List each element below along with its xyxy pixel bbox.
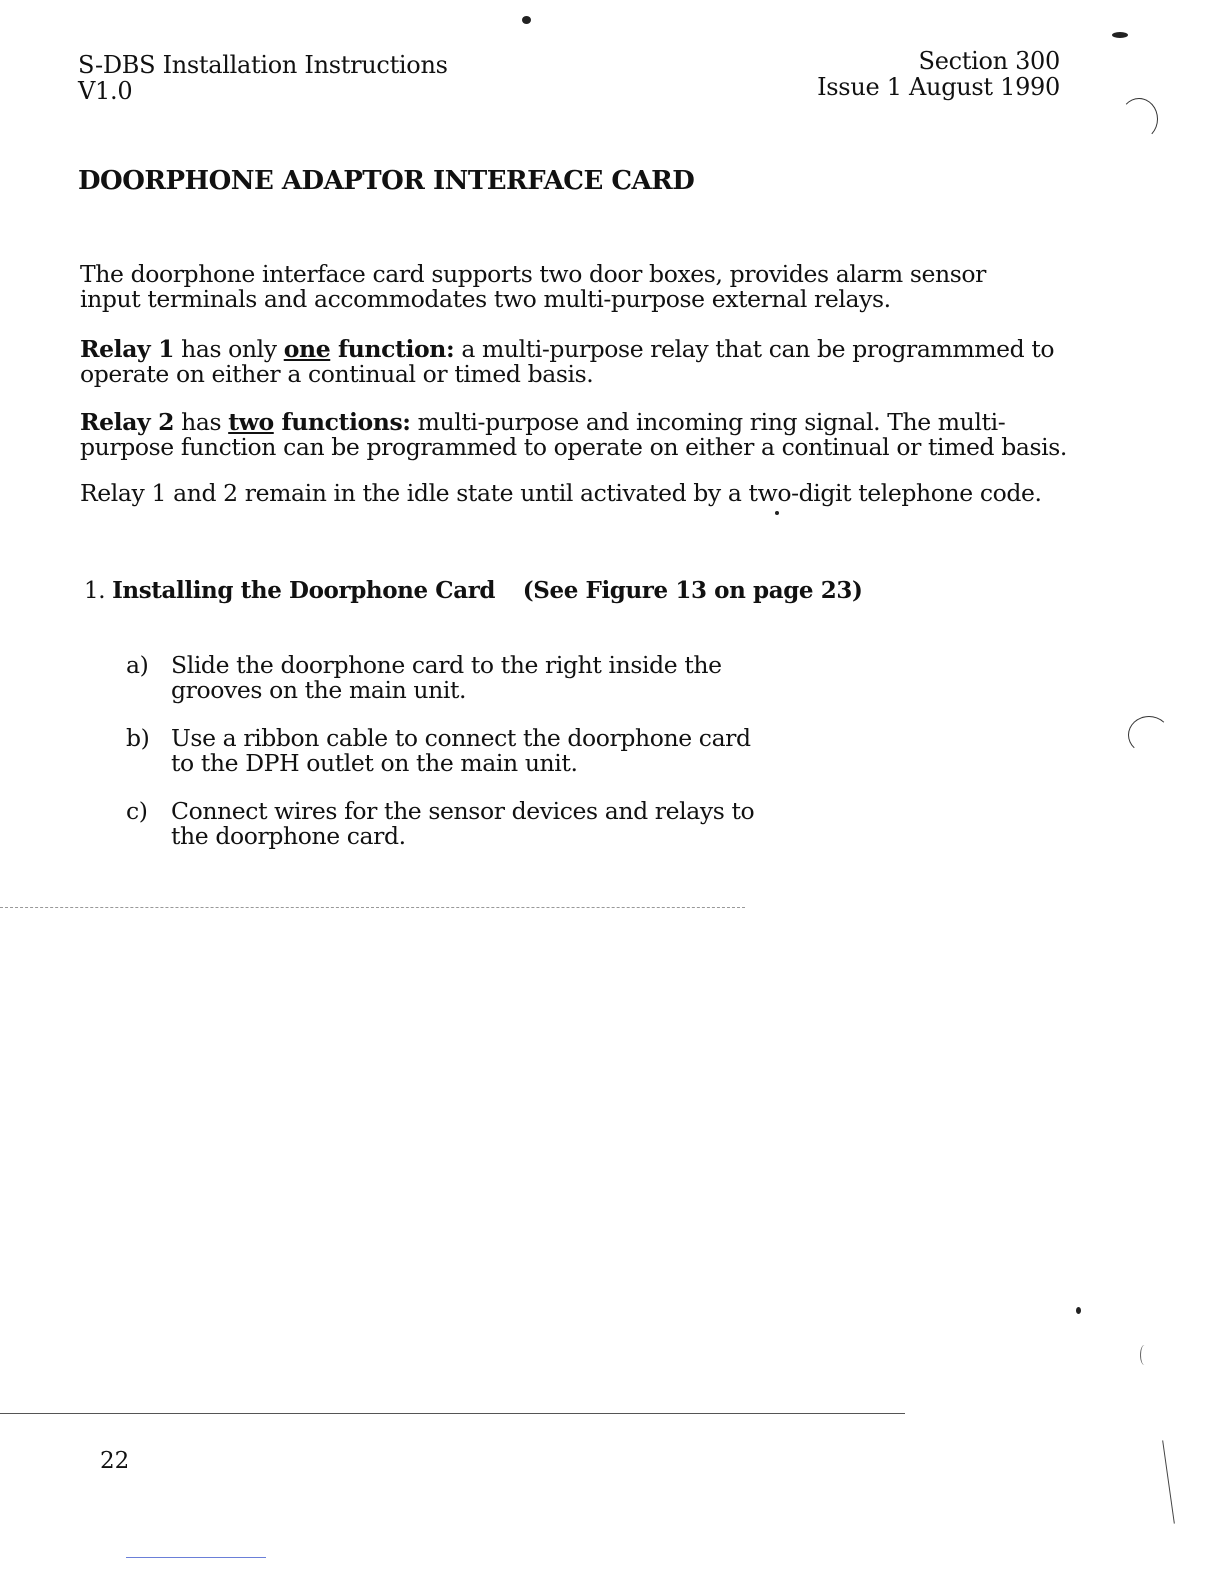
relay1-line-1 — [80, 337, 1080, 362]
divider — [126, 1557, 266, 1558]
scan-speck — [1112, 32, 1128, 38]
scan-speck — [522, 16, 531, 24]
relay1-line-2: operate on either a continual or timed basis. — [80, 360, 594, 388]
header-section: Section 300 — [918, 47, 1060, 75]
footer-rule — [0, 1413, 905, 1414]
relay1-has: has only — [174, 335, 284, 363]
step-marker: c) — [126, 797, 148, 825]
intro-paragraph — [80, 262, 1080, 312]
scan-speck — [1076, 1307, 1081, 1314]
relay2-paragraph — [80, 410, 1080, 460]
figure-reference: (See Figure 13 on page 23) — [522, 577, 863, 604]
relay2-emph-word: two — [228, 408, 274, 436]
relay1-lead: Relay 1 — [80, 335, 175, 363]
punch-hole-mark — [1120, 98, 1158, 140]
relay2-line-1 — [80, 410, 1080, 435]
relay1-line1-rest: a multi-purpose relay that can be programmmed to — [454, 335, 1055, 363]
step-line-1: Slide the doorphone card to the right inside the — [171, 651, 722, 679]
intro-line-1: The doorphone interface card supports two door boxes, provides alarm sensor — [80, 260, 986, 288]
relay2-lead: Relay 2 — [80, 408, 175, 436]
page-title: DOORPHONE ADAPTOR INTERFACE CARD — [78, 166, 695, 196]
list-item — [126, 653, 806, 703]
header-version: V1.0 — [78, 77, 133, 105]
relay1-emph-rest: function — [330, 335, 446, 363]
divider — [0, 907, 745, 908]
relay2-has: has — [174, 408, 229, 436]
step-marker: b) — [126, 724, 150, 752]
page-number: 22 — [100, 1448, 130, 1474]
step-line-2: the doorphone card. — [171, 822, 406, 850]
section-title: Installing the Doorphone Card — [112, 577, 496, 604]
step-line-2: grooves on the main unit. — [171, 676, 467, 704]
list-item — [126, 799, 806, 849]
header-doc-title: S-DBS Installation Instructions — [78, 51, 448, 79]
list-item — [126, 726, 806, 776]
relay2-line1-rest: multi-purpose and incoming ring signal. The multi- — [410, 408, 1006, 436]
relay2-colon: : — [402, 408, 411, 436]
step-marker: a) — [126, 651, 149, 679]
section-heading — [84, 577, 862, 604]
step-line-1: Connect wires for the sensor devices and relays to — [171, 797, 755, 825]
intro-line-2: input terminals and accommodates two multi-purpose external relays. — [80, 285, 891, 313]
header-left — [78, 52, 448, 104]
relay2-emph-rest: functions — [273, 408, 403, 436]
section-number: 1. — [84, 578, 106, 604]
step-line-2: to the DPH outlet on the main unit. — [171, 749, 578, 777]
scan-edge-mark — [1162, 1440, 1175, 1523]
relay2-line-2: purpose function can be programmed to operate on either a continual or timed basis. — [80, 433, 1067, 461]
relay1-colon: : — [445, 335, 455, 363]
relay1-paragraph — [80, 337, 1080, 387]
idle-note: Relay 1 and 2 remain in the idle state until activated by a two-digit telephone code. — [80, 479, 1042, 507]
scan-edge-mark — [1140, 1345, 1149, 1365]
relay1-emph-word: one — [283, 335, 331, 363]
scan-speck — [775, 511, 779, 515]
header-issue: Issue 1 August 1990 — [817, 73, 1060, 101]
header-right — [817, 48, 1060, 100]
punch-hole-mark — [1128, 716, 1170, 754]
step-line-1: Use a ribbon cable to connect the doorphone card — [171, 724, 751, 752]
